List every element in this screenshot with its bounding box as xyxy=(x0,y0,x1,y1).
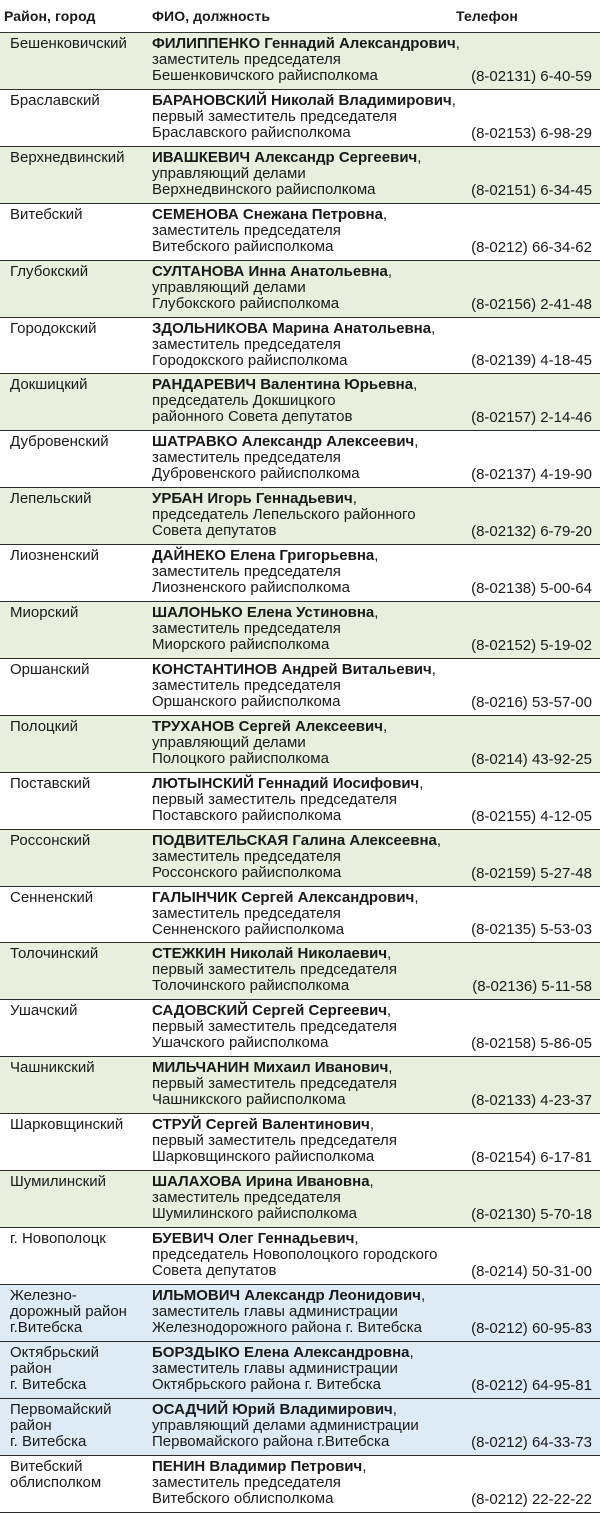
person-position: управляющий делами xyxy=(152,734,306,751)
district-cell xyxy=(10,491,148,507)
phone-cell: (8-0214) 50-31-00 xyxy=(471,1263,592,1280)
person-name: ПОДВИТЕЛЬСКАЯ Галина Алексеевна xyxy=(152,832,437,849)
person-name-line: БОРЗДЫКО Елена Александровна, xyxy=(152,1344,414,1361)
phone-cell: (8-02155) 4-12-05 xyxy=(471,808,592,825)
person-position: Поставского райисполкома xyxy=(152,807,342,824)
phone-cell: (8-0212) 22-22-22 xyxy=(471,1491,592,1508)
person-name-line: ОСАДЧИЙ Юрий Владимирович, xyxy=(152,1401,397,1418)
person-position: Браславского райисполкома xyxy=(152,124,351,141)
person-cell xyxy=(152,1402,492,1450)
phone-cell: (8-0212) 64-33-73 xyxy=(471,1434,592,1451)
person-position: Россонского райисполкома xyxy=(152,864,342,881)
district-line: Витебский xyxy=(10,1458,83,1475)
phone-cell: (8-02135) 5-53-03 xyxy=(471,921,592,938)
person-position: первый заместитель председателя xyxy=(152,961,397,978)
person-name: ЗДОЛЬНИКОВА Марина Анатольевна xyxy=(152,320,432,337)
person-name: БАРАНОВСКИЙ Николай Владимирович xyxy=(152,92,452,109)
person-name-line: СЕМЕНОВА Снежана Петровна, xyxy=(152,206,388,223)
table-row xyxy=(0,33,600,90)
district-cell xyxy=(10,776,148,792)
header-district: Район, город xyxy=(4,8,96,24)
district-line: г. Витебска xyxy=(10,1376,87,1393)
phone-cell: (8-0212) 60-95-83 xyxy=(471,1320,592,1337)
table-row xyxy=(0,1456,600,1513)
person-position: заместитель председателя xyxy=(152,222,341,239)
person-name: ИВАШКЕВИЧ Александр Сергеевич xyxy=(152,149,418,166)
person-position: Ушачского райисполкома xyxy=(152,1034,329,1051)
person-cell xyxy=(152,93,492,141)
person-position: заместитель председателя xyxy=(152,620,341,637)
district-cell xyxy=(10,1459,148,1491)
person-cell xyxy=(152,36,492,84)
person-name-line: САДОВСКИЙ Сергей Сергеевич, xyxy=(152,1002,392,1019)
table-row xyxy=(0,488,600,545)
phone-cell: (8-0214) 43-92-25 xyxy=(471,751,592,768)
person-cell xyxy=(152,1003,492,1051)
person-position: первый заместитель председателя xyxy=(152,791,397,808)
person-position: управляющий делами администрации xyxy=(152,1417,419,1434)
person-position: Верхнедвинского райисполкома xyxy=(152,181,376,198)
phone-cell: (8-02157) 2-14-46 xyxy=(471,409,592,426)
person-name: СЕМЕНОВА Снежана Петровна xyxy=(152,206,383,223)
person-name-line: ШАЛОНЬКО Елена Устиновна, xyxy=(152,604,379,621)
district-line: Лепельский xyxy=(10,490,92,507)
district-line: Поставский xyxy=(10,775,91,792)
person-position: заместитель председателя xyxy=(152,677,341,694)
person-name: РАНДАРЕВИЧ Валентина Юрьевна xyxy=(152,376,414,393)
district-line: дорожный район xyxy=(10,1303,127,1320)
person-position: заместитель председателя xyxy=(152,336,341,353)
person-position: заместитель председателя xyxy=(152,905,341,922)
person-name-line: ФИЛИППЕНКО Геннадий Александрович, xyxy=(152,35,460,52)
district-line: Оршанский xyxy=(10,661,90,678)
district-cell xyxy=(10,719,148,735)
district-line: Ушачский xyxy=(10,1002,78,1019)
person-cell xyxy=(152,776,492,824)
person-name-line: ИЛЬМОВИЧ Александр Леонидович, xyxy=(152,1287,426,1304)
person-name-line: ЛЮТЫНСКИЙ Геннадий Иосифович, xyxy=(152,775,424,792)
phone-cell: (8-02139) 4-18-45 xyxy=(471,352,592,369)
table-row xyxy=(0,1342,600,1399)
table-row xyxy=(0,431,600,488)
person-position: первый заместитель председателя xyxy=(152,1132,397,1149)
district-cell xyxy=(10,946,148,962)
table-row xyxy=(0,716,600,773)
phone-cell: (8-02153) 6-98-29 xyxy=(471,125,592,142)
district-cell xyxy=(10,1174,148,1190)
person-cell xyxy=(152,719,492,767)
district-cell xyxy=(10,207,148,223)
phone-cell: (8-02158) 5-86-05 xyxy=(471,1035,592,1052)
person-name: ОСАДЧИЙ Юрий Владимирович xyxy=(152,1401,393,1418)
district-cell xyxy=(10,1003,148,1019)
phone-cell: (8-0212) 64-95-81 xyxy=(471,1377,592,1394)
district-cell xyxy=(10,1288,148,1336)
person-name-line: СТЕЖКИН Николай Николаевич, xyxy=(152,945,392,962)
person-cell xyxy=(152,491,492,539)
person-position: заместитель председателя xyxy=(152,449,341,466)
person-name-line: КОНСТАНТИНОВ Андрей Витальевич, xyxy=(152,661,436,678)
district-cell xyxy=(10,1345,148,1393)
person-position: управляющий делами xyxy=(152,279,306,296)
person-position: заместитель председателя xyxy=(152,848,341,865)
person-position: Шумилинского райисполкома xyxy=(152,1205,357,1222)
person-name: ШАЛОНЬКО Елена Устиновна xyxy=(152,604,375,621)
district-cell xyxy=(10,1117,148,1133)
person-cell xyxy=(152,1231,492,1279)
district-line: Сенненский xyxy=(10,889,94,906)
person-name-line: ПЕНИН Владимир Петрович, xyxy=(152,1458,367,1475)
person-name: ТРУХАНОВ Сергей Алексеевич xyxy=(152,718,383,735)
phone-cell: (8-02132) 6-79-20 xyxy=(471,523,592,540)
person-cell xyxy=(152,1459,492,1507)
phone-cell: (8-02137) 4-19-90 xyxy=(471,466,592,483)
person-name: МИЛЬЧАНИН Михаил Иванович xyxy=(152,1059,389,1076)
person-name-line: УРБАН Игорь Геннадьевич, xyxy=(152,490,357,507)
person-position: заместитель председателя xyxy=(152,51,341,68)
district-cell xyxy=(10,150,148,166)
table-row xyxy=(0,943,600,1000)
phone-cell: (8-0216) 53-57-00 xyxy=(471,694,592,711)
person-position: заместитель председателя xyxy=(152,1474,341,1491)
person-cell xyxy=(152,1060,492,1108)
person-cell xyxy=(152,321,492,369)
table-row xyxy=(0,1000,600,1057)
person-name-line: СУЛТАНОВА Инна Анатольевна, xyxy=(152,263,393,280)
phone-cell: (8-02131) 6-40-59 xyxy=(471,68,592,85)
person-name: БУЕВИЧ Олег Геннадьевич xyxy=(152,1230,355,1247)
person-name: СТЕЖКИН Николай Николаевич xyxy=(152,945,388,962)
person-name-line: РАНДАРЕВИЧ Валентина Юрьевна, xyxy=(152,376,418,393)
table-row xyxy=(0,147,600,204)
person-name: СУЛТАНОВА Инна Анатольевна xyxy=(152,263,388,280)
district-cell xyxy=(10,890,148,906)
district-line: Глубокский xyxy=(10,263,89,280)
district-cell xyxy=(10,1402,148,1450)
table-row xyxy=(0,374,600,431)
district-line: район xyxy=(10,1360,52,1377)
district-line: Миорский xyxy=(10,604,79,621)
person-name: УРБАН Игорь Геннадьевич xyxy=(152,490,353,507)
table-row xyxy=(0,1171,600,1228)
phone-cell: (8-02151) 6-34-45 xyxy=(471,182,592,199)
district-line: Лиозненский xyxy=(10,547,100,564)
person-position: председатель Докшицкого xyxy=(152,392,336,409)
district-line: Браславский xyxy=(10,92,100,109)
table-row xyxy=(0,318,600,374)
district-line: Шарковщинский xyxy=(10,1116,124,1133)
person-position: Шарковщинского райисполкома xyxy=(152,1148,375,1165)
person-name: ГАЛЫНЧИК Сергей Александрович xyxy=(152,889,415,906)
person-position: Бешенковичского райисполкома xyxy=(152,67,378,84)
district-cell xyxy=(10,1060,148,1076)
table-row xyxy=(0,773,600,830)
person-position: Чашникского райисполкома xyxy=(152,1091,346,1108)
table-row xyxy=(0,1114,600,1171)
phone-cell: (8-02138) 5-00-64 xyxy=(471,580,592,597)
district-line: Толочинский xyxy=(10,945,99,962)
phone-cell: (8-02156) 2-41-48 xyxy=(471,296,592,313)
phone-cell: (8-02152) 5-19-02 xyxy=(471,637,592,654)
district-line: Докшицкий xyxy=(10,376,88,393)
header-person: ФИО, должность xyxy=(152,8,271,24)
district-line: Верхнедвинский xyxy=(10,149,125,166)
district-cell xyxy=(10,662,148,678)
person-cell xyxy=(152,1117,492,1165)
person-position: Совета депутатов xyxy=(152,522,277,539)
person-position: районного Совета депутатов xyxy=(152,408,353,425)
person-name: ШАТРАВКО Александр Алексеевич xyxy=(152,433,415,450)
person-position: Сенненского райисполкома xyxy=(152,921,345,938)
person-position: Железнодорожного района г. Витебска xyxy=(152,1319,422,1336)
district-cell xyxy=(10,548,148,564)
person-position: Витебского райисполкома xyxy=(152,238,334,255)
district-line: Первомайский xyxy=(10,1401,112,1418)
person-position: Миорского райисполкома xyxy=(152,636,330,653)
phone-cell: (8-02133) 4-23-37 xyxy=(471,1092,592,1109)
person-name: БОРЗДЫКО Елена Александровна xyxy=(152,1344,410,1361)
person-name: ШАЛАХОВА Ирина Ивановна xyxy=(152,1173,370,1190)
table-row xyxy=(0,1285,600,1342)
person-name: ПЕНИН Владимир Петрович xyxy=(152,1458,363,1475)
person-position: Оршанского райисполкома xyxy=(152,693,341,710)
district-cell xyxy=(10,377,148,393)
person-name-line: ГАЛЫНЧИК Сергей Александрович, xyxy=(152,889,419,906)
district-line: г. Витебска xyxy=(10,1433,87,1450)
person-cell xyxy=(152,434,492,482)
person-cell xyxy=(152,662,492,710)
person-position: первый заместитель председателя xyxy=(152,108,397,125)
person-position: Полоцкого райисполкома xyxy=(152,750,329,767)
person-cell xyxy=(152,946,492,994)
district-line: Железно- xyxy=(10,1287,77,1304)
person-cell xyxy=(152,207,492,255)
district-line: Витебский xyxy=(10,206,83,223)
person-cell xyxy=(152,377,492,425)
table-header xyxy=(0,0,600,33)
person-name-line: ШАЛАХОВА Ирина Ивановна, xyxy=(152,1173,374,1190)
district-line: Октябрьский xyxy=(10,1344,99,1361)
table-row xyxy=(0,545,600,602)
person-name: СТРУЙ Сергей Валентинович xyxy=(152,1116,370,1133)
person-name-line: ТРУХАНОВ Сергей Алексеевич, xyxy=(152,718,388,735)
table-row xyxy=(0,830,600,887)
person-position: Толочинского райисполкома xyxy=(152,977,350,994)
table-row xyxy=(0,1057,600,1114)
person-position: Витебского облисполкома xyxy=(152,1490,334,1507)
person-cell xyxy=(152,264,492,312)
person-cell xyxy=(152,833,492,881)
person-name-line: ШАТРАВКО Александр Алексеевич, xyxy=(152,433,419,450)
phone-cell: (8-02130) 5-70-18 xyxy=(471,1206,592,1223)
district-cell xyxy=(10,93,148,109)
person-cell xyxy=(152,1345,492,1393)
person-position: Глубокского райисполкома xyxy=(152,295,340,312)
district-cell xyxy=(10,833,148,849)
person-position: Первомайского района г.Витебска xyxy=(152,1433,390,1450)
district-line: Шумилинский xyxy=(10,1173,107,1190)
district-line: район xyxy=(10,1417,52,1434)
person-position: Совета депутатов xyxy=(152,1262,277,1279)
person-name-line: ЗДОЛЬНИКОВА Марина Анатольевна, xyxy=(152,320,436,337)
person-position: заместитель председателя xyxy=(152,1189,341,1206)
person-position: Лиозненского райисполкома xyxy=(152,579,350,596)
phone-cell: (8-02159) 5-27-48 xyxy=(471,865,592,882)
person-name: ИЛЬМОВИЧ Александр Леонидович xyxy=(152,1287,421,1304)
person-position: председатель Новополоцкого городского xyxy=(152,1246,438,1263)
phone-cell: (8-02136) 5-11-58 xyxy=(472,978,592,995)
table-row xyxy=(0,1399,600,1456)
person-position: первый заместитель председателя xyxy=(152,1075,397,1092)
person-position: заместитель главы администрации xyxy=(152,1360,398,1377)
district-line: Россонский xyxy=(10,832,91,849)
district-line: Городокский xyxy=(10,320,97,337)
district-cell xyxy=(10,1231,148,1247)
district-line: облисполком xyxy=(10,1474,102,1491)
person-name-line: ПОДВИТЕЛЬСКАЯ Галина Алексеевна, xyxy=(152,832,442,849)
person-name-line: ИВАШКЕВИЧ Александр Сергеевич, xyxy=(152,149,422,166)
person-name: САДОВСКИЙ Сергей Сергеевич xyxy=(152,1002,387,1019)
table-row xyxy=(0,204,600,261)
person-position: председатель Лепельского районного xyxy=(152,506,416,523)
person-name-line: СТРУЙ Сергей Валентинович, xyxy=(152,1116,375,1133)
table-row xyxy=(0,659,600,716)
person-position: управляющий делами xyxy=(152,165,306,182)
person-name-line: БАРАНОВСКИЙ Николай Владимирович, xyxy=(152,92,456,109)
district-line: г.Витебска xyxy=(10,1319,83,1336)
district-cell xyxy=(10,434,148,450)
person-position: заместитель главы администрации xyxy=(152,1303,398,1320)
phone-cell: (8-02154) 6-17-81 xyxy=(471,1149,592,1166)
table-row xyxy=(0,90,600,147)
district-cell xyxy=(10,36,148,52)
table-row xyxy=(0,602,600,659)
person-position: заместитель председателя xyxy=(152,563,341,580)
district-line: Полоцкий xyxy=(10,718,78,735)
person-position: Октябрьского района г. Витебска xyxy=(152,1376,381,1393)
district-cell xyxy=(10,321,148,337)
header-phone: Телефон xyxy=(456,8,518,24)
district-cell xyxy=(10,605,148,621)
person-cell xyxy=(152,890,492,938)
person-position: Дубровенского райисполкома xyxy=(152,465,360,482)
person-cell xyxy=(152,1288,492,1336)
district-line: Чашникский xyxy=(10,1059,95,1076)
person-position: первый заместитель председателя xyxy=(152,1018,397,1035)
district-cell xyxy=(10,264,148,280)
person-name-line: ДАЙНЕКО Елена Григорьевна, xyxy=(152,547,379,564)
table-row xyxy=(0,887,600,943)
table-row xyxy=(0,261,600,318)
person-cell xyxy=(152,605,492,653)
person-name-line: БУЕВИЧ Олег Геннадьевич, xyxy=(152,1230,359,1247)
district-line: Дубровенский xyxy=(10,433,109,450)
phone-cell: (8-0212) 66-34-62 xyxy=(471,239,592,256)
district-line: Бешенковичский xyxy=(10,35,127,52)
person-cell xyxy=(152,548,492,596)
district-line: г. Новополоцк xyxy=(10,1230,106,1247)
person-name: ЛЮТЫНСКИЙ Геннадий Иосифович xyxy=(152,775,420,792)
person-name-line: МИЛЬЧАНИН Михаил Иванович, xyxy=(152,1059,393,1076)
person-position: Городокского райисполкома xyxy=(152,352,348,369)
person-cell xyxy=(152,150,492,198)
table-row xyxy=(0,1228,600,1285)
person-cell xyxy=(152,1174,492,1222)
person-name: ДАЙНЕКО Елена Григорьевна xyxy=(152,547,375,564)
person-name: КОНСТАНТИНОВ Андрей Витальевич xyxy=(152,661,432,678)
person-name: ФИЛИППЕНКО Геннадий Александрович xyxy=(152,35,456,52)
